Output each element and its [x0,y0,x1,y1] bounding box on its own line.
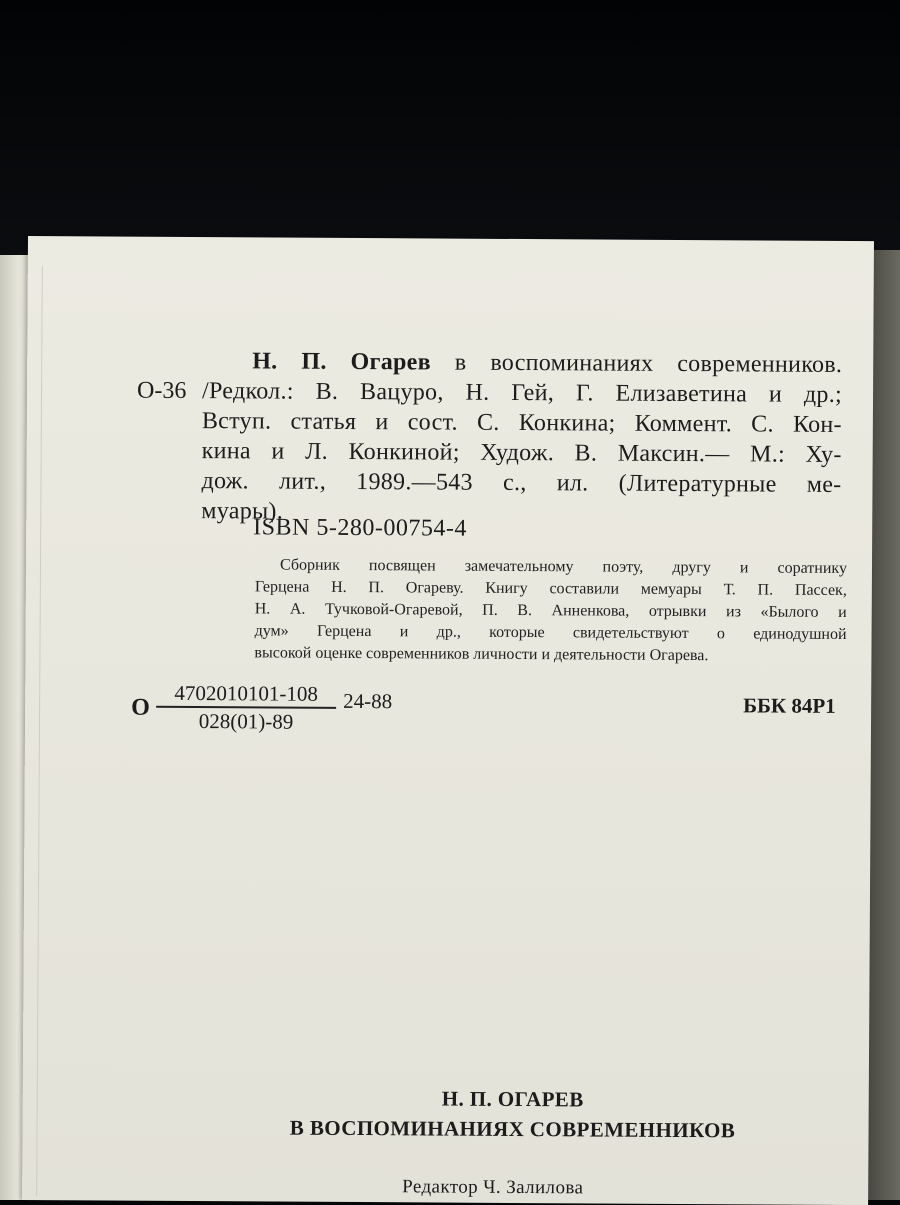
entry-line: Вступ. статья и сост. С. Конкина; Коммент. С. Кон- [201,408,842,438]
price-code: 24-88 [343,688,393,714]
entry-line: дож. лит., 1989.—543 с., ил. (Литературные ме- [201,468,842,498]
editor-credit: Редактор Ч. Залилова [402,1176,584,1199]
title-line-1: Н. П. ОГАРЕВ [441,1086,584,1112]
annotation-line: Сборник посвящен замечательному поэту, другу и соратнику [279,556,848,578]
catalog-code: О-36 [136,377,187,404]
index-prefix: О [131,694,150,721]
annotation [254,554,847,668]
index-fraction [156,681,336,734]
book-page [22,236,874,1205]
annotation-line: Герцена Н. П. Огареву. Книгу составили мемуары Т. П. Пассек, [254,578,847,600]
author-name: Н. П. Огарев [252,348,432,376]
annotation-line: дум» Герцена и др., которые свидетельствуют о единодушной [254,622,847,644]
page-fold-line [36,266,43,1196]
bbk-code: ББК 84Р1 [743,693,836,718]
index-denominator: 028(01)-89 [198,709,294,734]
entry-title-rest: в воспоминаниях современников. [430,349,843,378]
title-line-2: В ВОСПОМИНАНИЯХ СОВРЕМЕННИКОВ [289,1115,736,1143]
catalog-entry [201,346,842,530]
annotation-line: высокой оценке современников личности и деятельности Огарева. [254,644,709,665]
entry-line: кина и Л. Конкиной; Худож. В. Максин.— М.: Ху- [201,438,842,468]
entry-line: муары). [201,498,284,525]
entry-line: /Редкол.: В. Вацуро, Н. Гей, Г. Елизаветина и др.; [201,378,843,408]
annotation-line: Н. А. Тучковой-Огаревой, П. В. Анненкова, отрывки из «Былого и [254,600,847,622]
isbn: ISBN 5-280-00754-4 [253,514,467,542]
book-title [242,1082,782,1145]
entry-line [202,346,842,380]
index-numerator: 4702010101-108 [156,681,336,709]
